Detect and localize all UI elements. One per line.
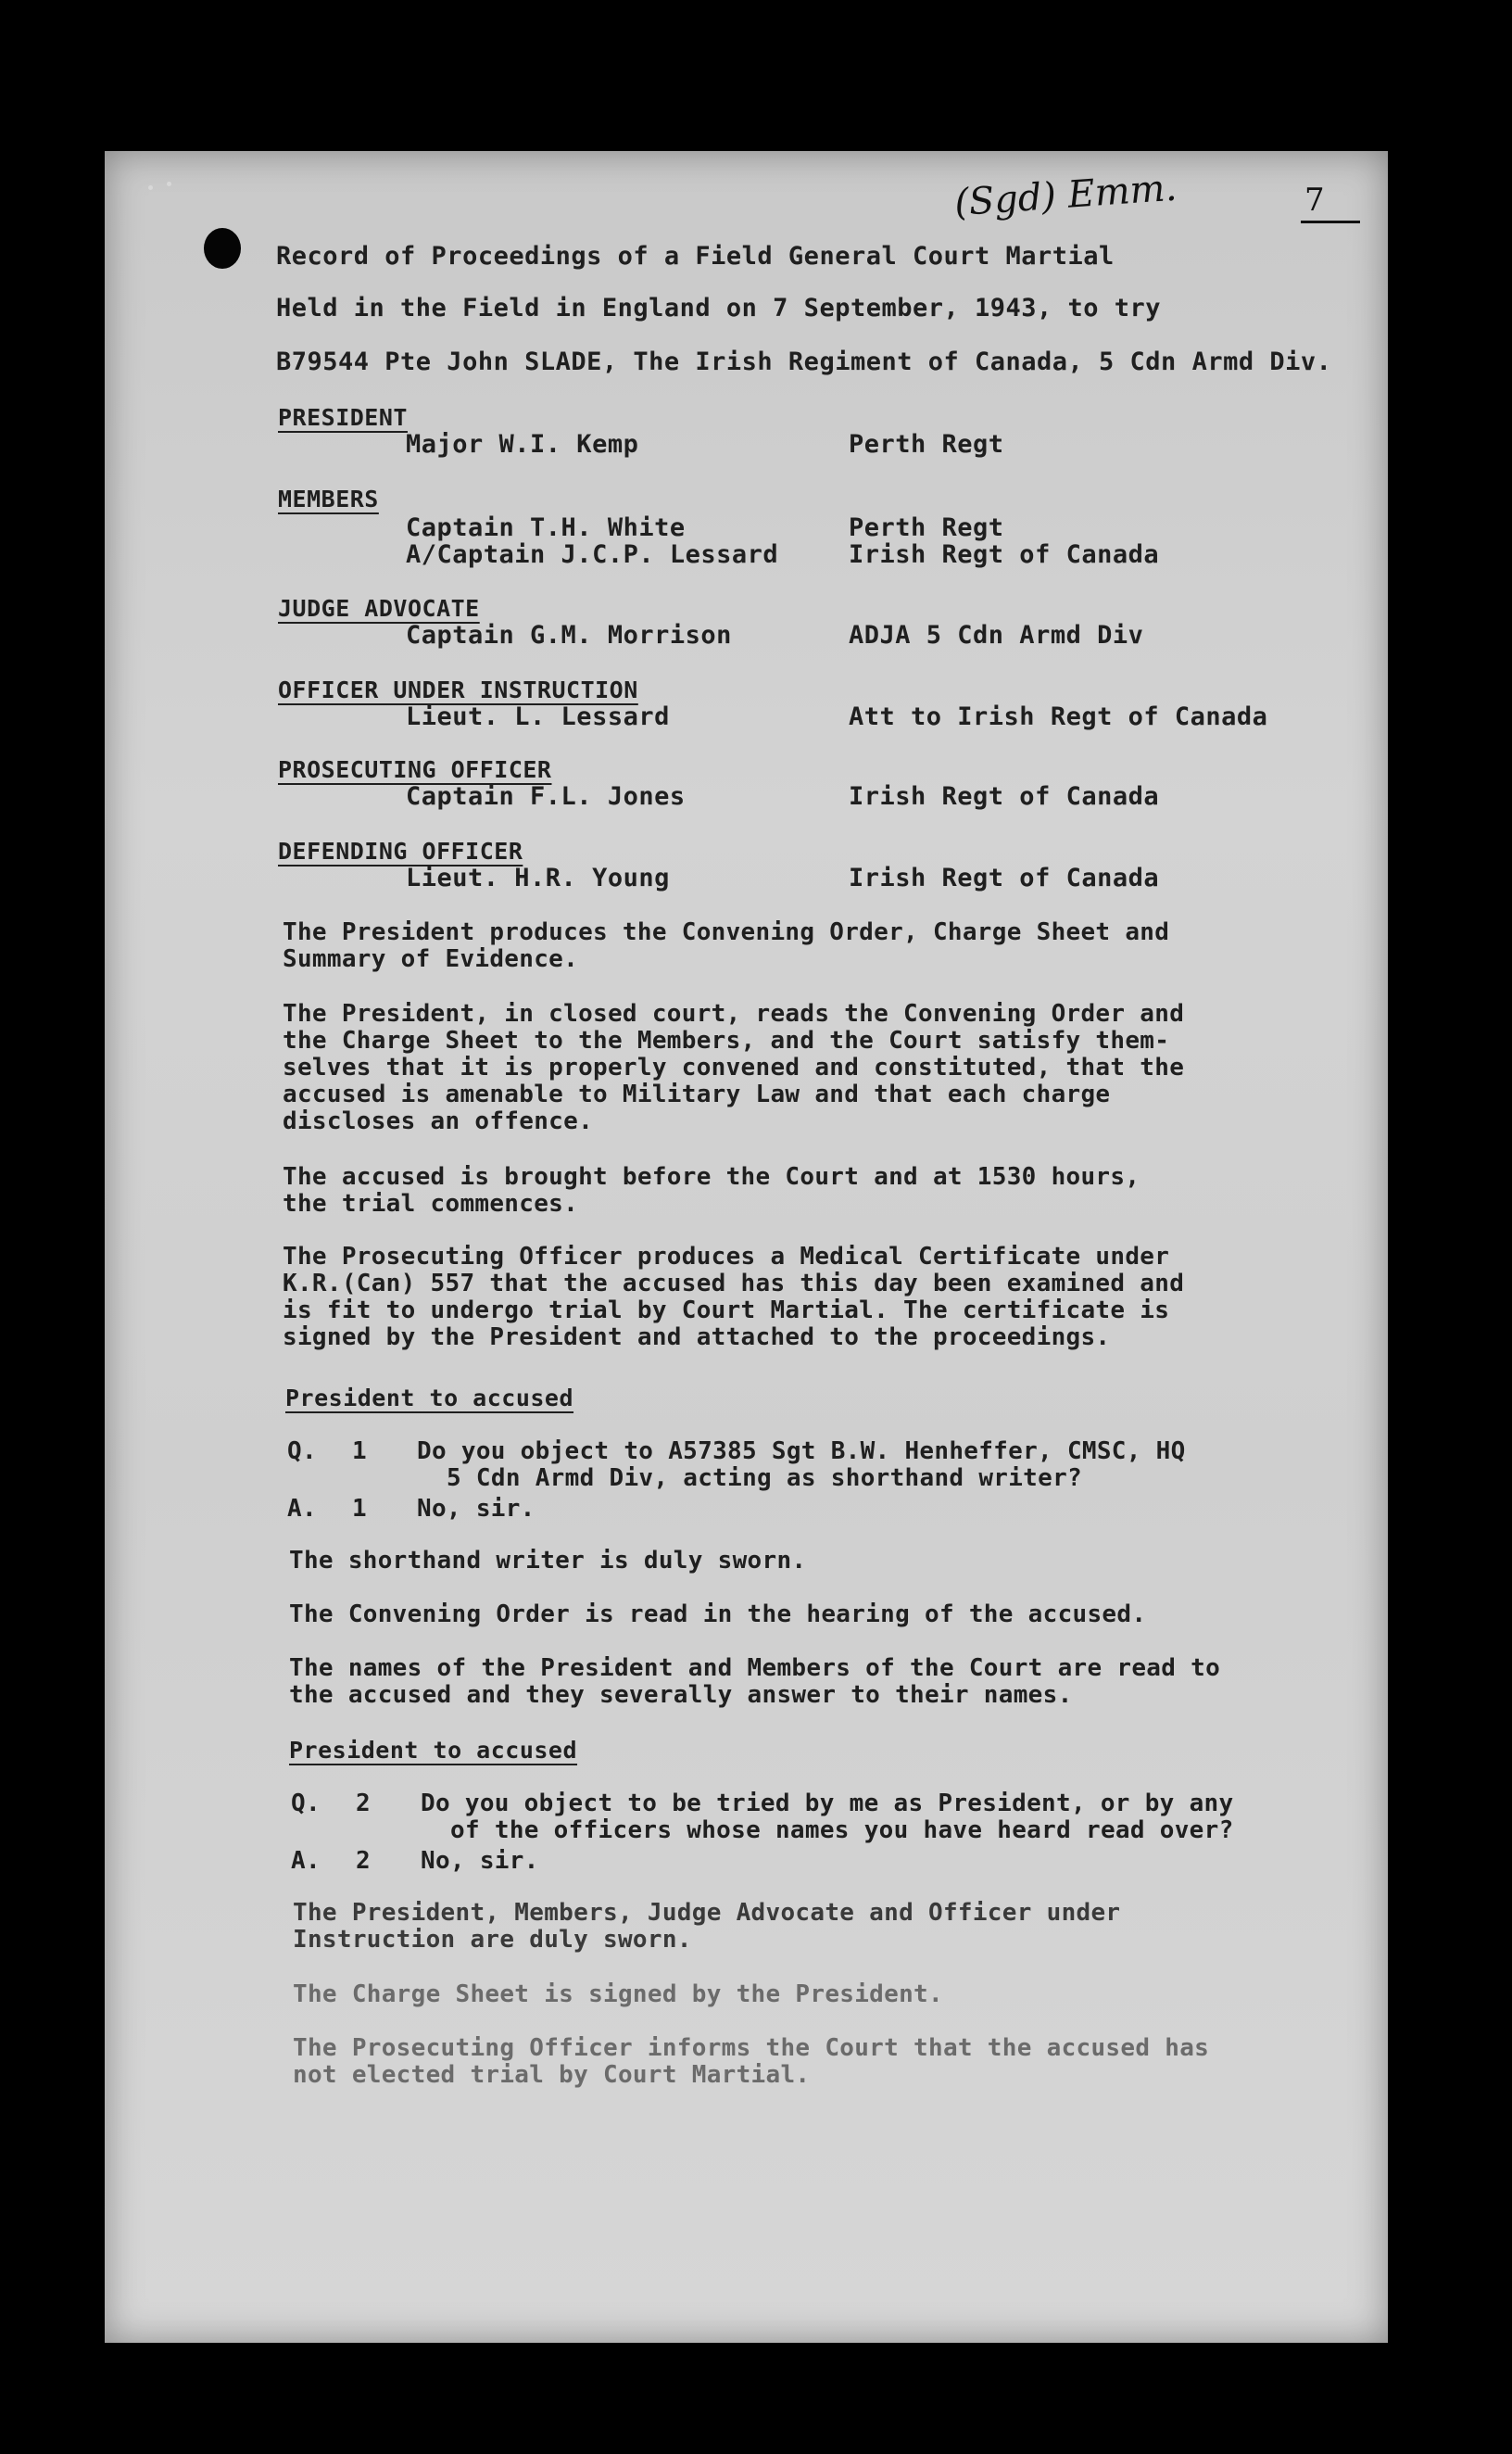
members-heading: MEMBERS (278, 486, 379, 512)
answer-number: 2 (356, 1847, 371, 1875)
judge-advocate-name: Captain G.M. Morrison (406, 621, 732, 650)
text-line: signed by the President and attached to the proceedings. (283, 1323, 1111, 1351)
answer-2 (291, 1848, 1329, 1876)
paragraph-trial-commences (283, 1164, 1320, 1218)
speck (167, 182, 171, 186)
text-line: The President produces the Convening Order, Charge Sheet and (283, 918, 1170, 946)
question-1 (287, 1438, 1325, 1494)
question-number: 1 (352, 1437, 367, 1465)
exchange-1-heading: President to accused (285, 1385, 574, 1411)
question-text-line: 5 Cdn Armd Div, acting as shorthand writer? (447, 1464, 1082, 1492)
paragraph-shorthand-sworn (289, 1548, 1327, 1575)
member-2-unit: Irish Regt of Canada (849, 540, 1160, 569)
text-line: the trial commences. (283, 1190, 579, 1218)
handwritten-signature-note: (Sgd) Emm. (952, 166, 1178, 225)
text-line: Summary of Evidence. (283, 945, 579, 973)
answer-1 (287, 1496, 1325, 1524)
judge-advocate-unit: ADJA 5 Cdn Armd Div (849, 621, 1144, 650)
text-line: Instruction are duly sworn. (293, 1926, 692, 1954)
punch-hole (204, 228, 241, 269)
text-line: The President, in closed court, reads the Convening Order and (283, 1000, 1185, 1028)
text-line: is fit to undergo trial by Court Martial. The certificate is (283, 1297, 1170, 1324)
text-line: The accused is brought before the Court and at 1530 hours, (283, 1163, 1140, 1191)
text-line: accused is amenable to Military Law and that each charge (283, 1081, 1111, 1108)
question-text-line: Do you object to be tried by me as President, or by any (421, 1790, 1234, 1817)
president-name: Major W.I. Kemp (406, 430, 639, 459)
prosecuting-officer-name: Captain F.L. Jones (406, 782, 686, 811)
paragraph-convening-order (283, 919, 1320, 973)
officer-under-instruction-heading: OFFICER UNDER INSTRUCTION (278, 677, 638, 703)
text-line: The Convening Order is read in the hearing of the accused. (289, 1600, 1147, 1628)
defending-officer-name: Lieut. H.R. Young (406, 864, 670, 892)
text-line: the accused and they severally answer to their names. (289, 1681, 1073, 1709)
president-heading: PRESIDENT (278, 404, 408, 431)
speck (148, 185, 153, 190)
text-line: The shorthand writer is duly sworn. (289, 1547, 807, 1575)
member-1-unit: Perth Regt (849, 513, 1004, 542)
question-2 (291, 1790, 1329, 1846)
defending-officer-heading: DEFENDING OFFICER (278, 838, 523, 865)
paragraph-duly-sworn (293, 1900, 1330, 1954)
text-line: the Charge Sheet to the Members, and the Court satisfy them- (283, 1027, 1170, 1055)
prosecuting-officer-unit: Irish Regt of Canada (849, 782, 1160, 811)
answer-text: No, sir. (421, 1847, 539, 1875)
question-number: 2 (356, 1790, 371, 1817)
question-label: Q. (287, 1437, 317, 1465)
member-1-name: Captain T.H. White (406, 513, 686, 542)
title-line-3: B79544 Pte John SLADE, The Irish Regiment of Canada, 5 Cdn Armd Div. (276, 348, 1332, 376)
question-text-line: of the officers whose names you have heard read over? (450, 1816, 1234, 1844)
member-2-name: A/Captain J.C.P. Lessard (406, 540, 779, 569)
page-number-underline (1301, 221, 1360, 223)
answer-label: A. (291, 1847, 321, 1875)
answer-number: 1 (352, 1495, 367, 1523)
question-label: Q. (291, 1790, 321, 1817)
defending-officer-unit: Irish Regt of Canada (849, 864, 1160, 892)
paragraph-convening-read (289, 1601, 1327, 1628)
judge-advocate-heading: JUDGE ADVOCATE (278, 595, 480, 622)
text-line: The names of the President and Members of the Court are read to (289, 1654, 1221, 1682)
text-line: K.R.(Can) 557 that the accused has this day been examined and (283, 1270, 1185, 1297)
text-line: The President, Members, Judge Advocate and Officer under (293, 1899, 1121, 1927)
officer-under-instruction-name: Lieut. L. Lessard (406, 702, 670, 731)
paragraph-medical-certificate (283, 1244, 1320, 1351)
prosecuting-officer-heading: PROSECUTING OFFICER (278, 756, 552, 783)
paragraph-names-read (289, 1655, 1327, 1709)
title-line-2: Held in the Field in England on 7 September, 1943, to try (276, 294, 1162, 323)
page-number: 7 (1304, 182, 1325, 219)
paragraph-charge-sheet-signed (293, 1981, 1330, 2008)
text-line: The Prosecuting Officer informs the Court that the accused has (293, 2034, 1210, 2062)
text-line: selves that it is properly convened and constituted, that the (283, 1054, 1185, 1082)
exchange-2-heading: President to accused (289, 1737, 578, 1764)
officer-under-instruction-unit: Att to Irish Regt of Canada (849, 702, 1268, 731)
text-line: The Prosecuting Officer produces a Medical Certificate under (283, 1243, 1170, 1271)
text-line: discloses an offence. (283, 1107, 594, 1135)
answer-text: No, sir. (417, 1495, 536, 1523)
paragraph-closed-court (283, 1001, 1320, 1135)
text-line: not elected trial by Court Martial. (293, 2061, 811, 2089)
title-line-1: Record of Proceedings of a Field General Court Martial (276, 242, 1115, 271)
question-text-line: Do you object to A57385 Sgt B.W. Henheffer, CMSC, HQ (417, 1437, 1186, 1465)
answer-label: A. (287, 1495, 317, 1523)
president-unit: Perth Regt (849, 430, 1004, 459)
text-line: The Charge Sheet is signed by the President. (293, 1980, 943, 2008)
paragraph-not-elected (293, 2035, 1330, 2089)
